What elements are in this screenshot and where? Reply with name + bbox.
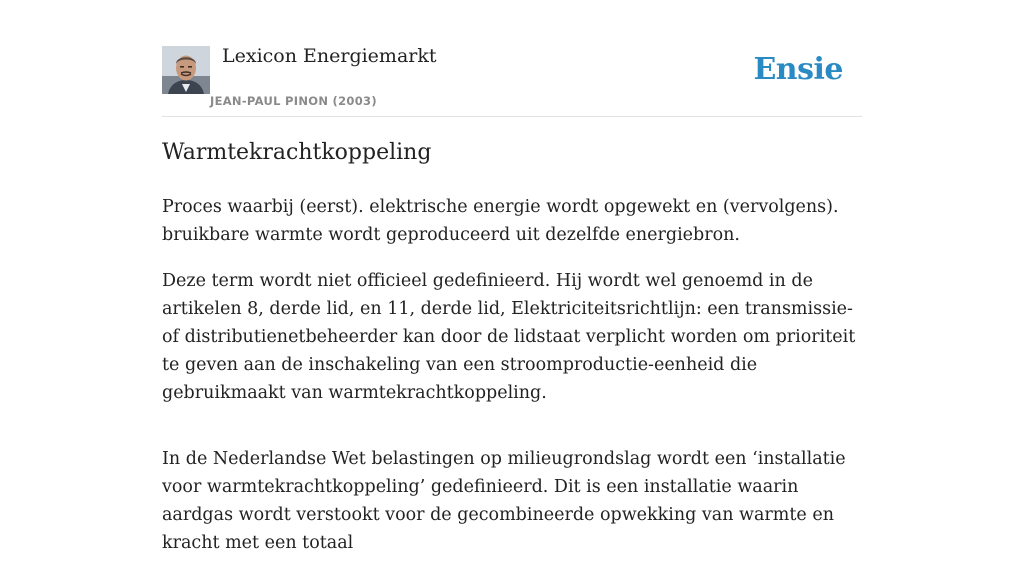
author-avatar[interactable] — [162, 46, 210, 94]
content-container — [162, 0, 862, 553]
article-body — [162, 193, 864, 575]
article-title: Warmtekrachtkoppeling — [162, 140, 432, 165]
article-paragraph-3: In de Nederlandse Wet belastingen op milieugrondslag wordt een ‘installatie voor warmtekrachtkoppeling’ gedefinieerd. Dit is een installatie waarin aardgas wordt verstookt voor de gecombineerde opwekking van warmte en kracht met een totaal — [162, 449, 846, 553]
author-portrait-icon — [162, 46, 210, 94]
article-paragraph-1: Proces waarbij (eerst). elektrische energie wordt opgewekt en (vervolgens). bruikbare warmte wordt geproduceerd uit dezelfde energiebron. — [162, 197, 839, 245]
book-title-link[interactable]: Lexicon Energiemarkt — [222, 45, 437, 67]
author-name: JEAN-PAUL PINON (2003) — [210, 94, 377, 108]
header — [162, 0, 862, 117]
ensie-logo-link[interactable]: Ensie — [753, 52, 843, 87]
article-paragraph-2: Deze term wordt niet officieel gedefinieerd. Hij wordt wel genoemd in de artikelen 8, derde lid, en 11, derde lid, Elektriciteitsrichtlijn: een transmissie- of distributienetbeheerder kan door de lidstaat verplicht worden om prioriteit te geven aan de inschakeling van een stroomproductie-eenheid die gebruikmaakt van warmtekrachtkoppeling. — [162, 271, 856, 403]
